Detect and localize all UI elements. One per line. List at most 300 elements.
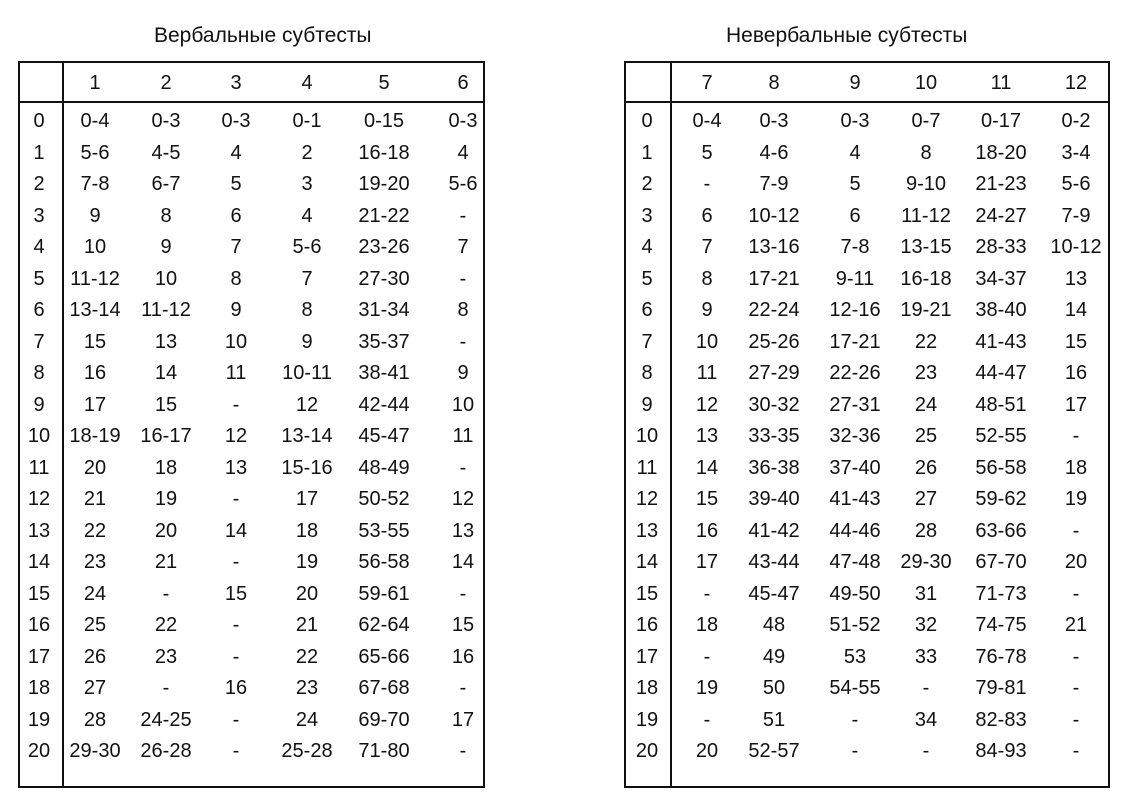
table-cell: 21 — [295, 614, 319, 636]
row-label: 15 — [27, 582, 51, 605]
row-label: 10 — [635, 425, 659, 447]
table-cell: 33 — [914, 645, 938, 668]
table-cell: - — [459, 582, 467, 605]
table-cell: 15 — [83, 330, 107, 353]
table-cell: 7 — [457, 236, 469, 258]
table-cell: 5 — [701, 141, 713, 164]
table-cell: 12 — [451, 488, 475, 510]
table-cell: 37-40 — [829, 456, 881, 479]
table-cell: - — [459, 267, 467, 290]
table-cell: 8 — [457, 299, 469, 321]
table-cell: 62-64 — [358, 614, 410, 636]
row-label: 12 — [635, 488, 659, 510]
table-cell: 10-12 — [1050, 236, 1102, 258]
table-cell: 18 — [154, 456, 178, 479]
table-cell: 34-37 — [975, 267, 1027, 290]
table-cell: - — [703, 645, 711, 668]
row-label: 1 — [33, 141, 45, 164]
table-cell: 42-44 — [358, 393, 410, 416]
nonverbal-subtests-table — [624, 61, 1110, 788]
column-header: 1 — [89, 72, 101, 94]
table-cell: - — [1072, 519, 1080, 542]
row-label: 20 — [27, 740, 51, 762]
table-cell: 23 — [295, 677, 319, 699]
row-label: 6 — [33, 299, 45, 321]
table-cell: 17 — [1064, 393, 1088, 416]
table-cell: 14 — [451, 551, 475, 573]
table-cell: 47-48 — [829, 551, 881, 573]
table-cell: 6 — [849, 204, 861, 227]
table-cell: - — [703, 708, 711, 731]
table-cell: 54-55 — [829, 677, 881, 699]
table-cell: 22-24 — [748, 299, 800, 321]
table-cell: - — [459, 204, 467, 227]
table-cell: 23-26 — [358, 236, 410, 258]
table-cell: 56-58 — [975, 456, 1027, 479]
table-cell: 21 — [154, 551, 178, 573]
table-cell: 5 — [849, 173, 861, 195]
table-cell: 13 — [224, 456, 248, 479]
table-cell: 29-30 — [900, 551, 952, 573]
table-cell: - — [232, 740, 240, 762]
table-cell: 14 — [224, 519, 248, 542]
row-label: 17 — [635, 645, 659, 668]
table-cell: 12-16 — [829, 299, 881, 321]
table-cell: 7-9 — [1061, 204, 1091, 227]
table-cell: 52-57 — [748, 740, 800, 762]
table-cell: 18-20 — [975, 141, 1027, 164]
table-cell: 9 — [457, 362, 469, 384]
row-label: 1 — [641, 141, 653, 164]
table-cell: 16-18 — [358, 141, 410, 164]
table-cell: 25-26 — [748, 330, 800, 353]
table-cell: 6 — [701, 204, 713, 227]
row-label: 6 — [641, 299, 653, 321]
column-header: 6 — [457, 72, 469, 94]
table-cell: 41-43 — [829, 488, 881, 510]
table-cell: 20 — [83, 456, 107, 479]
row-label: 16 — [635, 614, 659, 636]
table-cell: 16 — [695, 519, 719, 542]
table-cell: 10 — [695, 330, 719, 353]
table-cell: 5 — [230, 173, 242, 195]
table-cell: 74-75 — [975, 614, 1027, 636]
row-label: 11 — [636, 456, 658, 479]
row-label: 2 — [33, 173, 45, 195]
table-cell: 53 — [843, 645, 867, 668]
table-cell: 10 — [224, 330, 248, 353]
header-divider — [20, 101, 483, 103]
table-cell: 8 — [701, 267, 713, 290]
table-cell: 13-15 — [900, 236, 952, 258]
table-cell: 6 — [230, 204, 242, 227]
header-divider — [626, 101, 1108, 103]
table-cell: 24-25 — [140, 708, 192, 731]
table-cell: - — [232, 614, 240, 636]
row-label: 13 — [635, 519, 659, 542]
table-cell: 28-33 — [975, 236, 1027, 258]
table-cell: 14 — [154, 362, 178, 384]
table-cell: 16-18 — [900, 267, 952, 290]
table-cell: 44-46 — [829, 519, 881, 542]
table-cell: 32-36 — [829, 425, 881, 447]
row-label: 0 — [641, 110, 653, 132]
table-cell: - — [232, 645, 240, 668]
table-cell: 38-40 — [975, 299, 1027, 321]
table-cell: 13 — [451, 519, 475, 542]
table-cell: 0-3 — [448, 110, 478, 132]
table-cell: 14 — [1064, 299, 1088, 321]
table-cell: 15-16 — [281, 456, 333, 479]
row-label: 4 — [33, 236, 45, 258]
table-cell: 21 — [1064, 614, 1088, 636]
table-cell: 17 — [695, 551, 719, 573]
table-cell: - — [922, 740, 930, 762]
table-cell: 27-31 — [829, 393, 881, 416]
column-header: 4 — [301, 72, 313, 94]
table-cell: 16 — [1064, 362, 1088, 384]
table-cell: 8 — [230, 267, 242, 290]
table-cell: 41-42 — [748, 519, 800, 542]
table-cell: 51-52 — [829, 614, 881, 636]
column-header: 7 — [701, 72, 713, 94]
table-cell: 53-55 — [358, 519, 410, 542]
table-cell: 17-21 — [829, 330, 881, 353]
table-cell: 82-83 — [975, 708, 1027, 731]
table-cell: 8 — [920, 141, 932, 164]
table-cell: 67-70 — [975, 551, 1027, 573]
table-cell: 27-30 — [358, 267, 410, 290]
table-cell: - — [703, 582, 711, 605]
verbal-subtests-caption: Вербальные субтесты — [154, 24, 372, 47]
table-cell: 0-4 — [80, 110, 110, 132]
table-cell: 7 — [701, 236, 713, 258]
table-cell: 0-15 — [363, 110, 405, 132]
table-cell: 20 — [295, 582, 319, 605]
column-header: 5 — [378, 72, 390, 94]
table-cell: 48 — [762, 614, 786, 636]
table-cell: - — [1072, 645, 1080, 668]
table-cell: 13-16 — [748, 236, 800, 258]
table-cell: - — [232, 488, 240, 510]
table-cell: 0-2 — [1061, 110, 1091, 132]
table-cell: - — [232, 393, 240, 416]
table-cell: 19 — [154, 488, 178, 510]
table-cell: 49-50 — [829, 582, 881, 605]
table-cell: 6-7 — [151, 173, 181, 195]
row-label: 9 — [641, 393, 653, 416]
table-cell: 9 — [301, 330, 313, 353]
table-cell: 28 — [914, 519, 938, 542]
table-cell: 11 — [452, 425, 474, 447]
row-label: 14 — [27, 551, 51, 573]
table-cell: 50 — [762, 677, 786, 699]
table-cell: 34 — [914, 708, 938, 731]
row-label: 13 — [27, 519, 51, 542]
table-cell: - — [1072, 582, 1080, 605]
table-cell: - — [922, 677, 930, 699]
table-cell: 27-29 — [748, 362, 800, 384]
row-label: 11 — [28, 456, 50, 479]
table-cell: 67-68 — [358, 677, 410, 699]
table-cell: 3 — [301, 173, 313, 195]
table-cell: - — [162, 582, 170, 605]
table-cell: 33-35 — [748, 425, 800, 447]
table-cell: 49 — [762, 645, 786, 668]
table-cell: 13-14 — [69, 299, 121, 321]
table-cell: 36-38 — [748, 456, 800, 479]
table-cell: 52-55 — [975, 425, 1027, 447]
table-cell: 10-12 — [748, 204, 800, 227]
column-header: 11 — [990, 72, 1012, 94]
table-cell: 21-23 — [975, 173, 1027, 195]
table-cell: 7-8 — [80, 173, 110, 195]
column-header: 2 — [160, 72, 172, 94]
table-cell: 30-32 — [748, 393, 800, 416]
table-cell: 5-6 — [1061, 173, 1091, 195]
row-label: 18 — [635, 677, 659, 699]
table-cell: - — [1072, 740, 1080, 762]
table-cell: 17-21 — [748, 267, 800, 290]
table-cell: - — [459, 330, 467, 353]
table-cell: 23 — [83, 551, 107, 573]
table-cell: 18-19 — [69, 425, 121, 447]
table-cell: 2 — [301, 141, 313, 164]
table-cell: 17 — [295, 488, 319, 510]
table-cell: 11 — [225, 362, 247, 384]
row-label: 14 — [635, 551, 659, 573]
table-cell: 26-28 — [140, 740, 192, 762]
table-cell: 21 — [83, 488, 107, 510]
table-cell: 20 — [695, 740, 719, 762]
table-cell: 13 — [695, 425, 719, 447]
row-label: 3 — [641, 204, 653, 227]
table-cell: 56-58 — [358, 551, 410, 573]
table-cell: 15 — [1064, 330, 1088, 353]
table-cell: 28 — [83, 708, 107, 731]
table-cell: - — [703, 173, 711, 195]
column-header: 9 — [849, 72, 861, 94]
table-cell: 71-80 — [358, 740, 410, 762]
table-cell: 84-93 — [975, 740, 1027, 762]
table-cell: 22 — [295, 645, 319, 668]
table-cell: 69-70 — [358, 708, 410, 731]
table-cell: 51 — [762, 708, 786, 731]
table-cell: 3-4 — [1061, 141, 1091, 164]
table-cell: - — [162, 677, 170, 699]
table-cell: - — [1072, 708, 1080, 731]
table-cell: 11 — [696, 362, 718, 384]
table-cell: 13-14 — [281, 425, 333, 447]
table-cell: 65-66 — [358, 645, 410, 668]
table-cell: 11-12 — [901, 204, 951, 227]
table-cell: 16 — [224, 677, 248, 699]
table-cell: 0-4 — [692, 110, 722, 132]
table-cell: - — [459, 677, 467, 699]
table-cell: 44-47 — [975, 362, 1027, 384]
table-cell: 59-62 — [975, 488, 1027, 510]
table-cell: 18 — [295, 519, 319, 542]
table-cell: 9-11 — [835, 267, 875, 290]
column-header: 3 — [230, 72, 242, 94]
table-cell: - — [232, 551, 240, 573]
column-header: 8 — [768, 72, 780, 94]
table-cell: 25-28 — [281, 740, 333, 762]
table-cell: 0-3 — [840, 110, 870, 132]
table-cell: 24 — [83, 582, 107, 605]
table-cell: 15 — [451, 614, 475, 636]
table-cell: 0-1 — [292, 110, 322, 132]
row-label: 5 — [33, 267, 45, 290]
table-cell: 24-27 — [975, 204, 1027, 227]
table-cell: 4-6 — [759, 141, 789, 164]
column-header: 12 — [1064, 72, 1088, 94]
table-cell: 45-47 — [358, 425, 410, 447]
table-cell: 16 — [83, 362, 107, 384]
table-cell: 21-22 — [358, 204, 410, 227]
table-cell: 5-6 — [292, 236, 322, 258]
table-cell: 48-49 — [358, 456, 410, 479]
table-cell: 18 — [695, 614, 719, 636]
row-label: 4 — [641, 236, 653, 258]
table-cell: - — [851, 740, 859, 762]
table-cell: 23 — [154, 645, 178, 668]
table-cell: 22 — [154, 614, 178, 636]
table-cell: - — [459, 740, 467, 762]
row-label: 7 — [641, 330, 653, 353]
table-cell: 27 — [914, 488, 938, 510]
table-cell: 25 — [83, 614, 107, 636]
table-cell: 17 — [451, 708, 475, 731]
table-cell: 0-17 — [980, 110, 1022, 132]
table-cell: 19-20 — [358, 173, 410, 195]
row-label: 3 — [33, 204, 45, 227]
table-cell: 50-52 — [358, 488, 410, 510]
verbal-subtests-table — [18, 61, 485, 788]
table-cell: 4 — [301, 204, 313, 227]
table-cell: 0-3 — [759, 110, 789, 132]
table-cell: 59-61 — [358, 582, 410, 605]
table-cell: 22-26 — [829, 362, 881, 384]
table-cell: 8 — [301, 299, 313, 321]
table-cell: - — [1072, 425, 1080, 447]
row-label: 20 — [635, 740, 659, 762]
table-cell: 31-34 — [358, 299, 410, 321]
table-cell: - — [459, 456, 467, 479]
table-cell: 13 — [154, 330, 178, 353]
nonverbal-subtests-caption: Невербальные субтесты — [726, 24, 968, 47]
table-cell: 24 — [914, 393, 938, 416]
table-cell: 23 — [914, 362, 938, 384]
row-label: 2 — [641, 173, 653, 195]
table-cell: - — [1072, 677, 1080, 699]
table-cell: 17 — [83, 393, 107, 416]
row-label: 15 — [635, 582, 659, 605]
table-cell: 29-30 — [69, 740, 121, 762]
table-cell: 16-17 — [140, 425, 192, 447]
table-cell: 11-12 — [141, 299, 191, 321]
table-cell: 9 — [230, 299, 242, 321]
table-cell: 43-44 — [748, 551, 800, 573]
table-cell: 71-73 — [975, 582, 1027, 605]
table-cell: 15 — [154, 393, 178, 416]
table-cell: 15 — [224, 582, 248, 605]
row-label: 9 — [33, 393, 45, 416]
table-cell: 7-9 — [759, 173, 789, 195]
table-cell: 7-8 — [840, 236, 870, 258]
table-cell: 12 — [224, 425, 248, 447]
table-cell: 4 — [230, 141, 242, 164]
table-cell: 19 — [695, 677, 719, 699]
table-cell: 10-11 — [282, 362, 332, 384]
table-cell: 20 — [1064, 551, 1088, 573]
table-cell: 32 — [914, 614, 938, 636]
table-cell: 26 — [83, 645, 107, 668]
table-cell: 27 — [83, 677, 107, 699]
table-cell: 79-81 — [975, 677, 1027, 699]
table-cell: 19-21 — [900, 299, 952, 321]
table-cell: 39-40 — [748, 488, 800, 510]
table-cell: 24 — [295, 708, 319, 731]
table-cell: 76-78 — [975, 645, 1027, 668]
table-cell: - — [232, 708, 240, 731]
table-cell: 15 — [695, 488, 719, 510]
table-cell: 4 — [849, 141, 861, 164]
table-cell: 0-3 — [151, 110, 181, 132]
table-cell: 4 — [457, 141, 469, 164]
table-cell: 19 — [1064, 488, 1088, 510]
table-cell: 9 — [701, 299, 713, 321]
table-cell: 10 — [451, 393, 475, 416]
table-cell: 0-3 — [221, 110, 251, 132]
table-cell: 5-6 — [448, 173, 478, 195]
table-cell: 41-43 — [975, 330, 1027, 353]
row-label: 0 — [33, 110, 45, 132]
row-label: 5 — [641, 267, 653, 290]
table-cell: 38-41 — [358, 362, 410, 384]
table-cell: 22 — [83, 519, 107, 542]
row-label: 10 — [27, 425, 51, 447]
table-cell: 7 — [301, 267, 313, 290]
table-cell: 63-66 — [975, 519, 1027, 542]
table-cell: 18 — [1064, 456, 1088, 479]
table-cell: 35-37 — [358, 330, 410, 353]
table-cell: 25 — [914, 425, 938, 447]
table-cell: 16 — [451, 645, 475, 668]
row-label: 7 — [33, 330, 45, 353]
table-cell: 8 — [160, 204, 172, 227]
table-cell: - — [851, 708, 859, 731]
row-label: 12 — [27, 488, 51, 510]
table-cell: 7 — [230, 236, 242, 258]
table-cell: 31 — [914, 582, 938, 605]
table-cell: 22 — [914, 330, 938, 353]
table-cell: 11-12 — [70, 267, 120, 290]
row-label: 17 — [27, 645, 51, 668]
row-label: 8 — [33, 362, 45, 384]
table-cell: 14 — [695, 456, 719, 479]
table-cell: 0-7 — [911, 110, 941, 132]
table-cell: 5-6 — [80, 141, 110, 164]
column-header: 10 — [914, 72, 938, 94]
row-label: 19 — [635, 708, 659, 731]
table-cell: 9 — [160, 236, 172, 258]
table-cell: 19 — [295, 551, 319, 573]
row-label: 16 — [27, 614, 51, 636]
table-cell: 12 — [695, 393, 719, 416]
table-cell: 20 — [154, 519, 178, 542]
table-cell: 48-51 — [975, 393, 1027, 416]
